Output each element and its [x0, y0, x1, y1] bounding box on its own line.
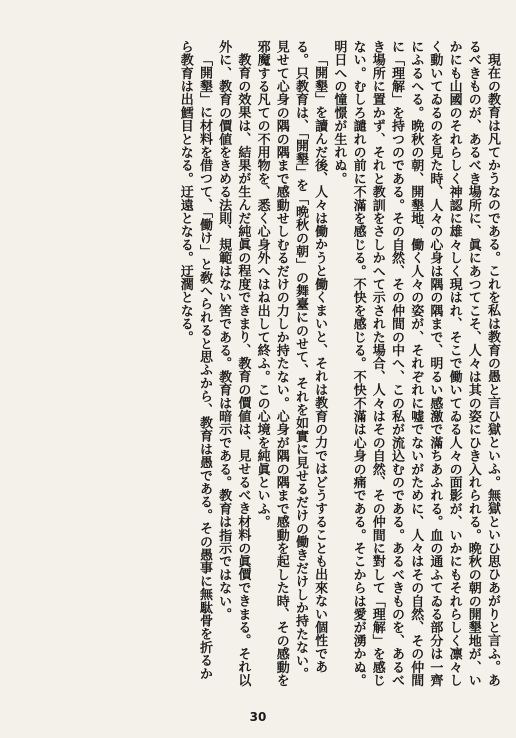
paragraph-3: 教育の效果は、結果が生んだ純眞の程度できまり、教育の價値は、見せるべき材料の眞價できまる。それ以外に、教育の價値をきめる法則、規範はない筈である。教育は暗示である。教育は指示ではない。 — [216, 40, 251, 687]
paragraph-1: 現在の教育は凡てかうなのである。これを私は教育の愚と言ひ獄といふ。無獄といひ思ひあがりと言ふ。あるべきものが、あるべき場所に、眞にあつてこそ、人々は其の姿にひき入れられる。晩秋の朝の開墾地が、いかにも山國のそれらしく神認に雄々しく現はれ、そこで働いてゐる人々の面影が、いかにもそれらしく凛々しく動いてゐるのを見た時、人々の心身は隅の隅まで、明るい感激で滿ちあふれる。血の通ふてゐる部分は一齊にふるへる。晩秋の朝、開墾地、働く人々の姿が、それぞれに嘘でないがために、人々はその自然、その仲間に「理解」を持つのである。その自然、その仲間の中へ、この私が流込むのである。あるべきものを、あるべき場所に置かず、それと教訓をさしかへて示された場合、人々はその自然、その仲間に對して「理解」を感じない。むしろ譴れの前に不滿を感じる。不快を感じる。不快不滿は心身の痛である。そこからは愛が湧かぬ。明日への憧憬が生れぬ。 — [331, 40, 500, 687]
page-number: 30 — [249, 710, 267, 724]
vertical-text-body — [20, 40, 502, 690]
paragraph-4: 「開墾」に材料を借つて、「働け」と敎へられると思ふから、教育は愚である。その愚事に無駄骨を折るから教育は出鱈目となる。迂遠となる。迂濶となる。 — [177, 40, 212, 681]
paragraph-2: 「開墾」を讀んだ後、人々は働かうと働くまいと、それは教育の力ではどうすることも出來ない個性である。只教育は、「開墾」を「晩秋の朝」の舞臺にのせて、それを如實に見せるだけの働きだけしか持たない。見せて心身の隅の隅まで感動せしむるだけの力しか持たない。心身が隅の隅まで感動を起した時、その感動を邪魔する凡ての不用物を、悉く心身外へはね出して終ふ。この心境を純眞といふ。 — [254, 40, 328, 687]
